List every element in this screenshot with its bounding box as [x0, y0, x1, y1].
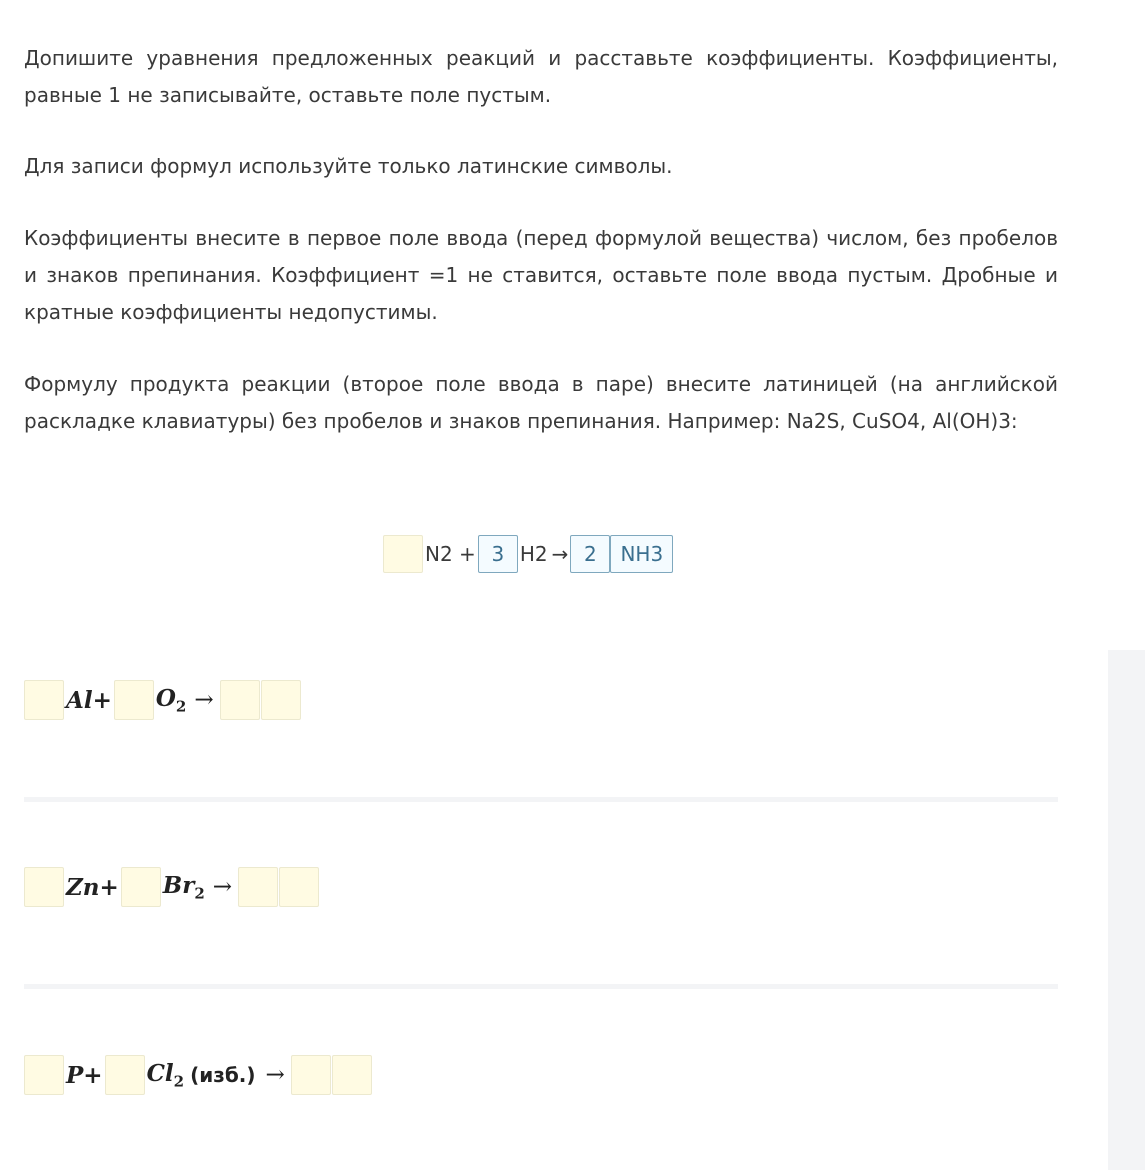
reaction-2-product-coef-input[interactable] — [238, 867, 278, 907]
reaction-2 — [24, 867, 320, 907]
reaction-1-product-pair — [220, 680, 302, 720]
reaction-1-arrow: → — [194, 687, 214, 713]
reaction-2-reactant-1 — [66, 874, 119, 901]
reaction-2-arrow: → — [212, 874, 233, 900]
reaction-3-product-coef-input[interactable] — [291, 1055, 331, 1095]
reaction-1-coef-r2-input[interactable] — [114, 680, 154, 720]
example-equation — [383, 534, 673, 574]
side-panel — [1108, 650, 1145, 1170]
reaction-1-product-formula-input[interactable] — [261, 680, 301, 720]
reaction-2-r2-subscript: 2 — [194, 884, 205, 903]
reaction-divider-1 — [24, 797, 1058, 802]
instruction-paragraph-3: Коэффициенты внесите в первое поле ввода (перед формулой вещества) числом, без пробелов и знаков препинания. Коэффициент =1 не ставится, оставьте поле ввода пустым. Дробные и кратные коэффициенты недопустимы. — [24, 226, 1058, 324]
reaction-1-reactant-2 — [156, 685, 186, 716]
reaction-1 — [24, 680, 302, 720]
instruction-paragraph-4: Формулу продукта реакции (второе поле ввода в паре) внесите латиницей (на английской раскладке клавиатуры) без пробелов и знаков препинания. Например: Na2S, CuSO4, Al(OH)3: — [24, 372, 1058, 433]
reaction-3-arrow: → — [265, 1062, 285, 1088]
reaction-3-plus: + — [83, 1061, 103, 1089]
reaction-3-r2-formula: Cl — [146, 1059, 174, 1087]
example-arrow: → — [551, 542, 569, 566]
example-coef-product: 2 — [570, 535, 610, 573]
reaction-2-plus: + — [99, 873, 119, 901]
reaction-2-r1-formula: Zn — [66, 873, 100, 901]
reaction-1-r2-subscript: 2 — [175, 697, 187, 716]
reaction-3-r2-subscript: 2 — [173, 1072, 185, 1091]
reaction-divider-2 — [24, 984, 1058, 989]
example-reactant-2: H2 — [519, 542, 548, 566]
example-reactant-1: N2 + — [425, 542, 476, 566]
reaction-1-plus: + — [92, 686, 112, 714]
reaction-2-coef-r1-input[interactable] — [24, 867, 64, 907]
reaction-2-product-pair — [238, 867, 320, 907]
reaction-1-r2-formula: O — [155, 684, 176, 712]
instruction-paragraph-1: Допишите уравнения предложенных реакций и расставьте коэффициенты. Коэффициенты, равные 1 не записывайте, оставьте поле пустым. — [24, 46, 1058, 107]
example-coef-n2 — [383, 535, 423, 573]
reaction-1-reactant-1 — [66, 687, 112, 714]
reaction-1-coef-r1-input[interactable] — [24, 680, 64, 720]
example-coef-h2: 3 — [478, 535, 518, 573]
reaction-3-r1-formula: P — [66, 1061, 84, 1089]
reaction-1-product-coef-input[interactable] — [220, 680, 260, 720]
reaction-2-r2-formula: Br — [162, 871, 195, 899]
reaction-3-excess-note: (изб.) — [190, 1063, 256, 1087]
reaction-1-r1-formula: Al — [66, 686, 93, 714]
instruction-paragraph-2: Для записи формул используйте только латинские символы. — [24, 154, 673, 178]
reaction-3-coef-r2-input[interactable] — [105, 1055, 145, 1095]
reaction-2-product-formula-input[interactable] — [279, 867, 319, 907]
reaction-2-coef-r2-input[interactable] — [121, 867, 161, 907]
reaction-3-product-pair — [291, 1055, 373, 1095]
reaction-3-coef-r1-input[interactable] — [24, 1055, 64, 1095]
reaction-3-product-formula-input[interactable] — [332, 1055, 372, 1095]
reaction-3-reactant-2 — [147, 1060, 184, 1091]
reaction-3 — [24, 1055, 373, 1095]
reaction-3-reactant-1 — [66, 1062, 103, 1089]
example-product: NH3 — [610, 535, 673, 573]
reaction-2-reactant-2 — [163, 872, 205, 903]
